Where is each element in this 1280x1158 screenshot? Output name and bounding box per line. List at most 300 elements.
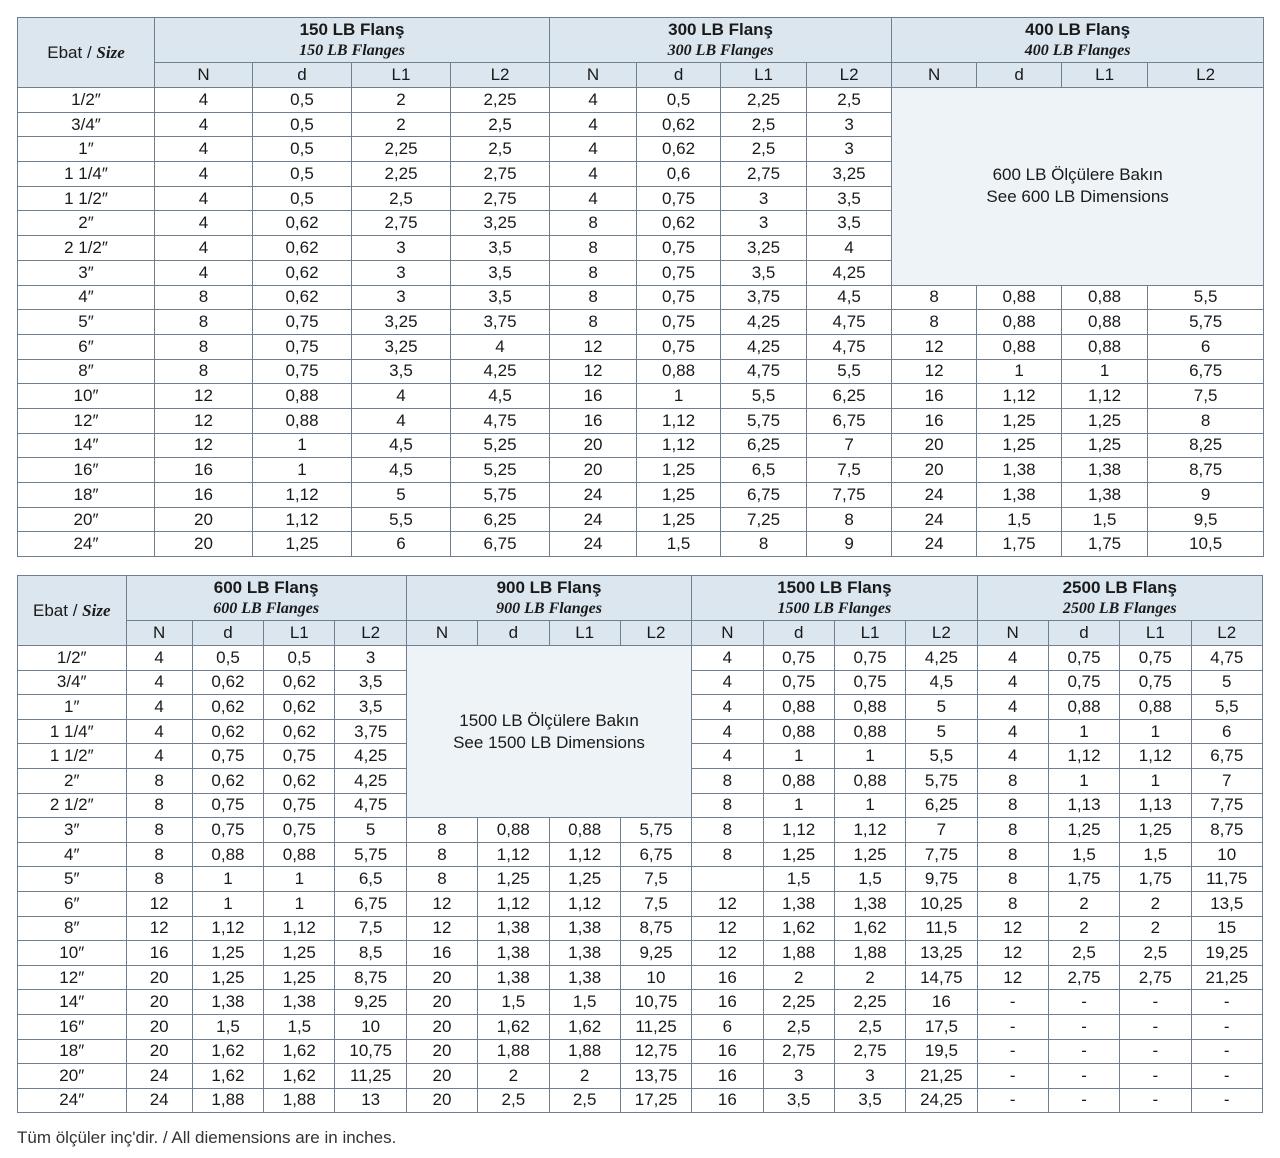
table-row (18, 818, 1263, 843)
size-cell: 18″ (18, 483, 155, 508)
value-cell: 8 (977, 891, 1048, 916)
table-row (18, 408, 1264, 433)
value-cell: 24 (126, 1064, 192, 1089)
value-cell: 2 (1120, 916, 1191, 941)
value-cell: 8,75 (335, 965, 406, 990)
value-cell: 2,5 (478, 1088, 549, 1113)
value-cell: 13,5 (1191, 891, 1262, 916)
value-cell: 4,25 (807, 260, 892, 285)
group-header-400lb (892, 18, 1264, 63)
value-cell: 0,88 (253, 384, 352, 409)
value-cell: 1,62 (264, 1039, 335, 1064)
value-cell: 10,5 (1148, 532, 1264, 557)
value-cell: 1,62 (834, 916, 905, 941)
value-cell: 20 (406, 990, 477, 1015)
value-cell: 3,5 (451, 236, 550, 261)
value-cell: 3,5 (721, 260, 807, 285)
value-cell: 1,25 (264, 941, 335, 966)
value-cell: 0,75 (637, 236, 721, 261)
value-cell: 8 (126, 842, 192, 867)
value-cell: 12 (126, 916, 192, 941)
value-cell: 0,75 (1120, 670, 1191, 695)
size-cell: 16″ (18, 1014, 127, 1039)
value-cell: 0,5 (253, 137, 352, 162)
value-cell: 8 (977, 818, 1048, 843)
value-cell: 0,62 (253, 211, 352, 236)
value-cell: 16 (126, 941, 192, 966)
column-header: N (155, 63, 253, 88)
table-row (18, 891, 1263, 916)
value-cell: 1,38 (977, 458, 1062, 483)
value-cell: 0,6 (637, 162, 721, 187)
column-header: d (192, 621, 263, 646)
value-cell: 2 (834, 965, 905, 990)
size-header: Ebat / Size (18, 576, 127, 646)
size-cell: 1″ (18, 137, 155, 162)
value-cell: 1,38 (977, 483, 1062, 508)
value-cell: 9 (807, 532, 892, 557)
value-cell: 5,75 (1148, 310, 1264, 335)
value-cell: 1,75 (977, 532, 1062, 557)
size-cell: 1/2″ (18, 88, 155, 113)
value-cell: 8 (550, 260, 637, 285)
value-cell: 9 (1148, 483, 1264, 508)
value-cell: 1,5 (834, 867, 905, 892)
value-cell: 9,25 (335, 990, 406, 1015)
value-cell: 20 (155, 532, 253, 557)
value-cell: 9,25 (620, 941, 691, 966)
value-cell: 6,75 (335, 891, 406, 916)
value-cell: 3 (807, 112, 892, 137)
value-cell: - (1048, 1064, 1119, 1089)
value-cell: 3 (352, 260, 451, 285)
value-cell: 6 (1148, 334, 1264, 359)
value-cell: 2,5 (1120, 941, 1191, 966)
value-cell: 11,25 (620, 1014, 691, 1039)
value-cell: 24 (892, 532, 977, 557)
value-cell: 16 (155, 458, 253, 483)
table-row (18, 458, 1264, 483)
value-cell: 1 (637, 384, 721, 409)
value-cell: 3,5 (807, 186, 892, 211)
column-header: N (550, 63, 637, 88)
value-cell: 20 (155, 507, 253, 532)
value-cell: 3,5 (763, 1088, 834, 1113)
value-cell: 5,75 (335, 842, 406, 867)
value-cell: 2 (763, 965, 834, 990)
value-cell: 8 (807, 507, 892, 532)
value-cell: 0,75 (637, 260, 721, 285)
size-cell: 1 1/2″ (18, 744, 127, 769)
value-cell: 1,38 (549, 965, 620, 990)
value-cell: 8 (155, 359, 253, 384)
value-cell: 1,75 (1062, 532, 1148, 557)
value-cell: 16 (892, 384, 977, 409)
value-cell: 0,88 (1062, 310, 1148, 335)
value-cell: 1,12 (253, 483, 352, 508)
size-cell: 10″ (18, 941, 127, 966)
value-cell: 4 (155, 236, 253, 261)
value-cell: 4 (977, 695, 1048, 720)
value-cell: 5 (906, 695, 977, 720)
value-cell: 3,25 (352, 334, 451, 359)
column-header: L1 (549, 621, 620, 646)
table-row (18, 867, 1263, 892)
table-row (18, 1064, 1263, 1089)
value-cell: 0,88 (253, 408, 352, 433)
value-cell: 13,25 (906, 941, 977, 966)
value-cell: 5,5 (352, 507, 451, 532)
value-cell: 20 (406, 1064, 477, 1089)
size-cell: 6″ (18, 891, 127, 916)
size-cell: 6″ (18, 334, 155, 359)
value-cell: 1,25 (637, 458, 721, 483)
value-cell: 1,5 (264, 1014, 335, 1039)
note-line-tr: 1500 LB Ölçülere Bakın (459, 710, 639, 730)
value-cell: 1,62 (763, 916, 834, 941)
value-cell: 2 (1048, 891, 1119, 916)
value-cell: 2,75 (1120, 965, 1191, 990)
value-cell: 8 (721, 532, 807, 557)
column-header: L1 (352, 63, 451, 88)
value-cell: 20 (406, 1088, 477, 1113)
value-cell: - (977, 1064, 1048, 1089)
value-cell: 1 (1048, 719, 1119, 744)
value-cell: 4 (126, 719, 192, 744)
value-cell: 12 (155, 433, 253, 458)
value-cell: - (1120, 1088, 1191, 1113)
value-cell: 1 (763, 744, 834, 769)
value-cell: 0,75 (192, 793, 263, 818)
value-cell: 0,75 (253, 310, 352, 335)
value-cell: 1,12 (637, 408, 721, 433)
value-cell: 1,12 (549, 842, 620, 867)
value-cell: 0,62 (264, 719, 335, 744)
size-cell: 2″ (18, 768, 127, 793)
value-cell: 4,75 (1191, 646, 1262, 671)
value-cell: 1,12 (264, 916, 335, 941)
value-cell: 1,88 (264, 1088, 335, 1113)
value-cell: 1 (264, 867, 335, 892)
value-cell: 0,62 (264, 768, 335, 793)
value-cell: 4 (155, 211, 253, 236)
value-cell: 9,5 (1148, 507, 1264, 532)
value-cell: 6,5 (335, 867, 406, 892)
value-cell: 12 (692, 891, 763, 916)
value-cell: 17,25 (620, 1088, 691, 1113)
table-row (18, 532, 1264, 557)
value-cell: 4 (155, 137, 253, 162)
value-cell: 20 (126, 965, 192, 990)
value-cell: 3,25 (352, 310, 451, 335)
column-header-row (18, 621, 1263, 646)
group-title-tr: 2500 LB Flanş (1062, 578, 1177, 597)
value-cell: 6 (692, 1014, 763, 1039)
value-cell: 4 (977, 646, 1048, 671)
value-cell: 1,12 (478, 891, 549, 916)
value-cell: 1,12 (253, 507, 352, 532)
value-cell: 4,5 (352, 433, 451, 458)
value-cell: 5,75 (620, 818, 691, 843)
value-cell: - (1120, 990, 1191, 1015)
value-cell: 19,25 (1191, 941, 1262, 966)
value-cell: 0,75 (264, 793, 335, 818)
value-cell: 1 (1048, 768, 1119, 793)
column-header-row (18, 63, 1264, 88)
value-cell: 24,25 (906, 1088, 977, 1113)
group-title-en: 150 LB Flanges (299, 42, 405, 59)
value-cell: - (1191, 990, 1262, 1015)
value-cell: 0,88 (1062, 285, 1148, 310)
value-cell: 0,88 (478, 818, 549, 843)
table-row (18, 941, 1263, 966)
column-header: d (478, 621, 549, 646)
value-cell: 1,25 (1048, 818, 1119, 843)
value-cell: 12,75 (620, 1039, 691, 1064)
value-cell: 0,62 (264, 695, 335, 720)
value-cell: 3,75 (721, 285, 807, 310)
value-cell: 1,12 (834, 818, 905, 843)
value-cell: 0,88 (763, 768, 834, 793)
size-cell: 12″ (18, 408, 155, 433)
value-cell: 4 (692, 646, 763, 671)
value-cell: 1,25 (1062, 433, 1148, 458)
value-cell: 1 (264, 891, 335, 916)
size-header-en: Size (96, 42, 125, 62)
value-cell: 7,75 (1191, 793, 1262, 818)
size-cell: 14″ (18, 433, 155, 458)
value-cell: 24 (550, 483, 637, 508)
value-cell: 16 (406, 941, 477, 966)
group-title-tr: 150 LB Flanş (299, 20, 405, 39)
value-cell: 0,62 (192, 695, 263, 720)
value-cell: 1,25 (192, 965, 263, 990)
value-cell: 4 (550, 112, 637, 137)
value-cell: 4,25 (721, 334, 807, 359)
value-cell: 12 (892, 359, 977, 384)
value-cell: 5 (1191, 670, 1262, 695)
size-cell: 14″ (18, 990, 127, 1015)
value-cell: 4 (451, 334, 550, 359)
value-cell: 6,25 (721, 433, 807, 458)
value-cell: 1,38 (264, 990, 335, 1015)
value-cell: 0,88 (763, 695, 834, 720)
value-cell: 1,25 (478, 867, 549, 892)
value-cell: - (1048, 990, 1119, 1015)
value-cell: 8,75 (1191, 818, 1262, 843)
value-cell: 2,25 (834, 990, 905, 1015)
value-cell: 0,75 (1048, 670, 1119, 695)
value-cell: 1 (1120, 719, 1191, 744)
value-cell: 1,38 (1062, 483, 1148, 508)
value-cell: 1,62 (549, 1014, 620, 1039)
value-cell: 17,5 (906, 1014, 977, 1039)
value-cell: 8 (155, 334, 253, 359)
value-cell: 1 (253, 433, 352, 458)
value-cell: 4 (155, 162, 253, 187)
value-cell: 0,88 (977, 310, 1062, 335)
value-cell: 6 (352, 532, 451, 557)
value-cell: 0,5 (192, 646, 263, 671)
value-cell: 2,5 (721, 112, 807, 137)
footnote: Tüm ölçüler inç'dir. / All diemensions are in inches. (17, 1128, 397, 1147)
value-cell: 4 (550, 88, 637, 113)
value-cell: 12 (977, 965, 1048, 990)
value-cell: 1,88 (549, 1039, 620, 1064)
value-cell: 0,62 (637, 112, 721, 137)
size-cell: 3/4″ (18, 112, 155, 137)
value-cell: 2,75 (352, 211, 451, 236)
value-cell: 1,12 (637, 433, 721, 458)
column-header: L2 (451, 63, 550, 88)
value-cell: 3,75 (451, 310, 550, 335)
value-cell: 3,5 (335, 670, 406, 695)
table-body (18, 88, 1264, 557)
see-other-dimensions-note (892, 88, 1264, 286)
value-cell: - (1120, 1064, 1191, 1089)
value-cell: 0,88 (977, 285, 1062, 310)
size-cell: 4″ (18, 842, 127, 867)
note-line-en: See 600 LB Dimensions (986, 187, 1169, 207)
group-title-tr: 900 LB Flanş (496, 578, 602, 597)
value-cell: 7,75 (807, 483, 892, 508)
table-row (18, 646, 1263, 671)
size-cell: 5″ (18, 310, 155, 335)
value-cell: 10 (620, 965, 691, 990)
value-cell: 3 (807, 137, 892, 162)
column-header: L1 (264, 621, 335, 646)
group-title-en: 900 LB Flanges (496, 600, 602, 617)
column-header: d (637, 63, 721, 88)
table-row (18, 334, 1264, 359)
value-cell: 8 (977, 867, 1048, 892)
value-cell: - (1048, 1014, 1119, 1039)
value-cell: 2,75 (451, 162, 550, 187)
value-cell: 0,75 (253, 359, 352, 384)
value-cell: 4 (352, 384, 451, 409)
size-cell: 3″ (18, 260, 155, 285)
value-cell: 6,75 (620, 842, 691, 867)
value-cell: 6,75 (1148, 359, 1264, 384)
value-cell: 1,12 (1062, 384, 1148, 409)
size-cell: 1 1/4″ (18, 162, 155, 187)
value-cell: 12 (155, 384, 253, 409)
value-cell: 3 (352, 285, 451, 310)
value-cell: 8 (126, 793, 192, 818)
value-cell: 2,5 (763, 1014, 834, 1039)
size-header-tr: Ebat (47, 42, 83, 62)
value-cell: 7 (1191, 768, 1262, 793)
value-cell: 4,25 (906, 646, 977, 671)
size-header-tr: Ebat (33, 600, 68, 620)
value-cell: 4 (126, 646, 192, 671)
group-title-en: 1500 LB Flanges (777, 600, 892, 617)
value-cell: 12 (550, 334, 637, 359)
size-cell: 5″ (18, 867, 127, 892)
value-cell: 0,88 (834, 768, 905, 793)
value-cell: 2 (1120, 891, 1191, 916)
value-cell: 1,38 (763, 891, 834, 916)
size-cell: 1/2″ (18, 646, 127, 671)
value-cell (692, 867, 763, 892)
value-cell: 8 (155, 310, 253, 335)
value-cell: 12 (692, 916, 763, 941)
size-cell: 2″ (18, 211, 155, 236)
value-cell: 20 (892, 433, 977, 458)
value-cell: 2 (1048, 916, 1119, 941)
value-cell: 2,5 (549, 1088, 620, 1113)
value-cell: 0,5 (253, 162, 352, 187)
group-header-2500lb (977, 576, 1262, 621)
value-cell: 3 (352, 236, 451, 261)
value-cell: 3 (721, 211, 807, 236)
size-cell: 2 1/2″ (18, 793, 127, 818)
value-cell: - (1048, 1088, 1119, 1113)
value-cell: - (1191, 1064, 1262, 1089)
value-cell: 4 (155, 260, 253, 285)
value-cell: 4,75 (807, 334, 892, 359)
value-cell: 0,75 (637, 285, 721, 310)
value-cell: 12 (406, 891, 477, 916)
value-cell: 1,88 (834, 941, 905, 966)
table-row (18, 1014, 1263, 1039)
value-cell: 8 (126, 818, 192, 843)
flange-table-150-300-400 (17, 17, 1264, 557)
value-cell: 0,62 (253, 285, 352, 310)
table-row (18, 990, 1263, 1015)
value-cell: 1,12 (478, 842, 549, 867)
value-cell: 21,25 (906, 1064, 977, 1089)
value-cell: 24 (126, 1088, 192, 1113)
value-cell: 5,75 (451, 483, 550, 508)
value-cell: 7,5 (620, 867, 691, 892)
size-cell: 1″ (18, 695, 127, 720)
value-cell: 16 (692, 1088, 763, 1113)
value-cell: 5,75 (721, 408, 807, 433)
value-cell: 24 (892, 507, 977, 532)
value-cell: 8 (155, 285, 253, 310)
value-cell: 8 (406, 867, 477, 892)
value-cell: 1 (253, 458, 352, 483)
value-cell: 5 (906, 719, 977, 744)
value-cell: 1,13 (1048, 793, 1119, 818)
value-cell: 0,75 (637, 310, 721, 335)
value-cell: 0,88 (192, 842, 263, 867)
value-cell: 5 (335, 818, 406, 843)
value-cell: 4 (155, 186, 253, 211)
value-cell: 6,75 (1191, 744, 1262, 769)
table-row (18, 1039, 1263, 1064)
value-cell: 4,5 (906, 670, 977, 695)
value-cell: 1,75 (1048, 867, 1119, 892)
value-cell: 16 (906, 990, 977, 1015)
value-cell: 7,5 (335, 916, 406, 941)
table-row (18, 965, 1263, 990)
value-cell: 3,5 (352, 359, 451, 384)
value-cell: - (1191, 1014, 1262, 1039)
table-row (18, 507, 1264, 532)
value-cell: 20 (406, 1039, 477, 1064)
value-cell: 0,88 (834, 695, 905, 720)
value-cell: 1,25 (264, 965, 335, 990)
value-cell: 12 (977, 941, 1048, 966)
value-cell: 8,5 (335, 941, 406, 966)
value-cell: 8 (692, 768, 763, 793)
value-cell: 1,88 (478, 1039, 549, 1064)
group-title-en: 600 LB Flanges (213, 600, 320, 617)
value-cell: 19,5 (906, 1039, 977, 1064)
value-cell: 1,25 (977, 433, 1062, 458)
